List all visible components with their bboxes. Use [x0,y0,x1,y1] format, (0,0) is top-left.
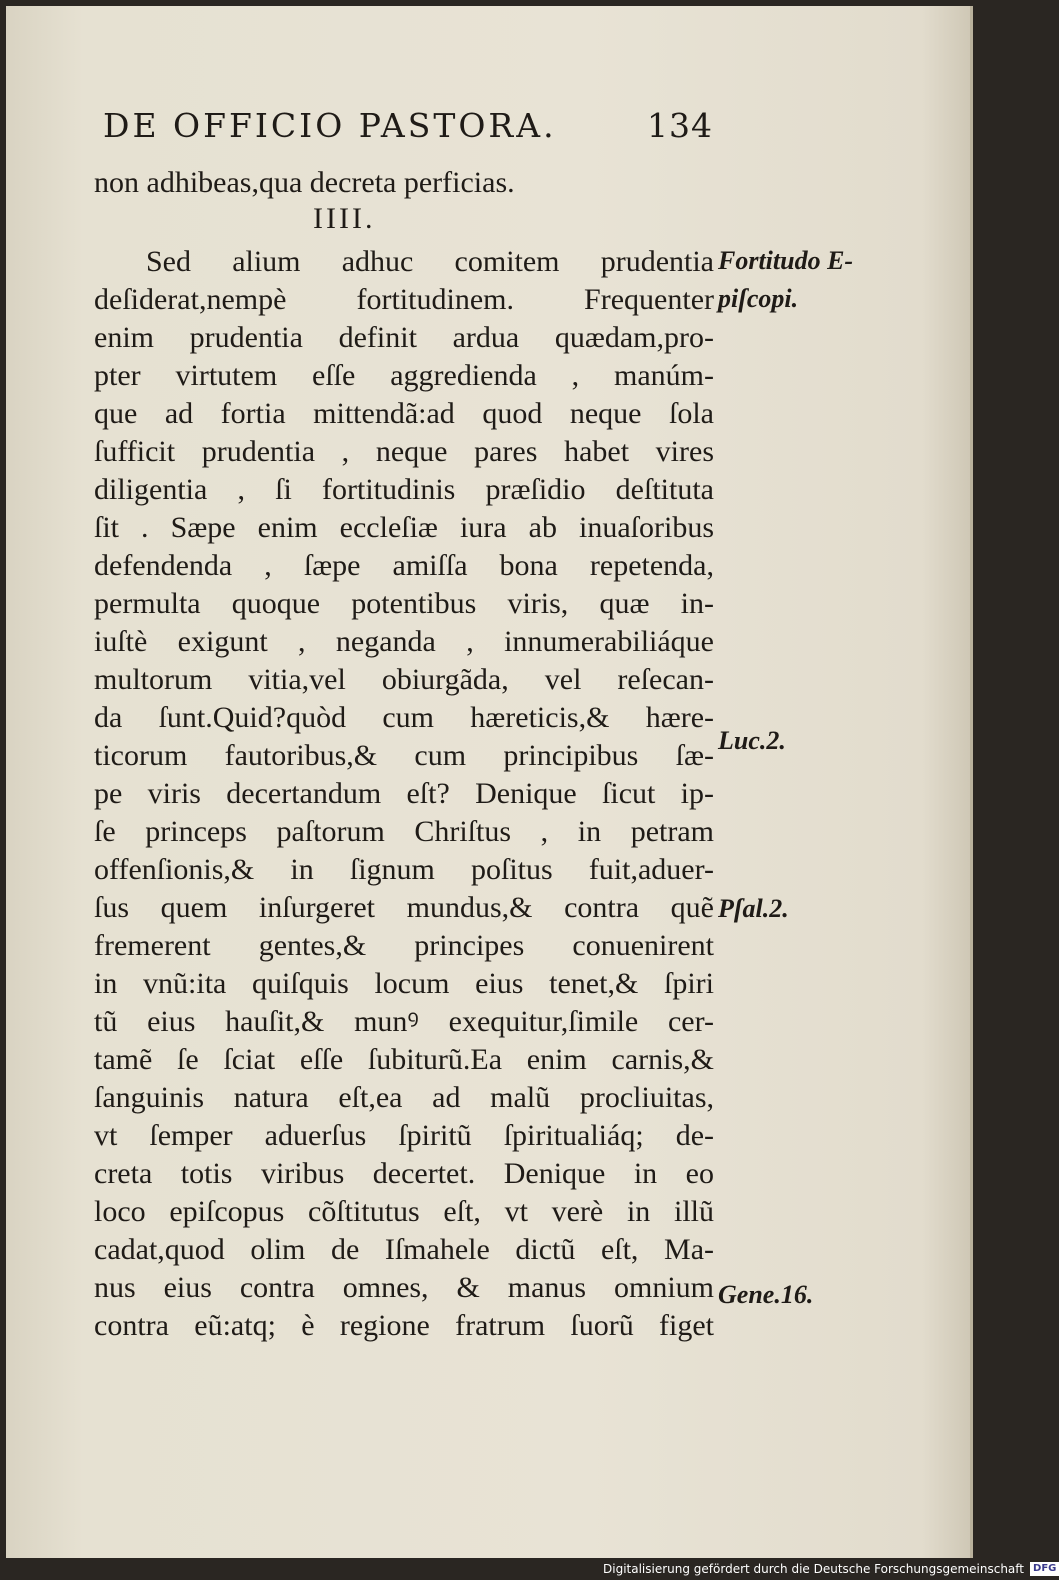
text-line: contra eũ:atq; è regione fratrum ſuorũ figet [94,1309,714,1342]
text-line: ſufficit prudentia , neque pares habet vires [94,435,714,468]
text-line: vt ſemper aduerſus ſpiritũ ſpiritualiáq; de- [94,1119,714,1152]
text-line: iuſtè exigunt , neganda , innumerabiliáque [94,625,714,658]
text-line: defendenda , ſæpe amiſſa bona repetenda, [94,549,714,582]
text-line: permulta quoque potentibus viris, quæ in- [94,587,714,620]
text-line: ſit . Sæpe enim eccleſiæ iura ab inuaſoribus [94,511,714,544]
marginal-note: Gene.16. [718,1280,814,1309]
book-page [6,6,973,1558]
running-head [103,106,713,156]
text-line: ſe princeps paſtorum Chriſtus , in petram [94,815,714,848]
text-line: ticorum fautoribus,& cum principibus ſæ- [94,739,714,772]
credit-text: Digitalisierung gefördert durch die Deutsche Forschungsgemeinschaft [603,1562,1025,1576]
text-line: multorum vitia,vel obiurgãda, vel reſecan- [94,663,714,696]
text-line: diligentia , ſi fortitudinis præſidio deſtituta [94,473,714,506]
text-line: Sed alium adhuc comitem prudentia [146,245,714,278]
text-line: enim prudentia definit ardua quædam,pro- [94,321,714,354]
text-line: in vnũ:ita quiſquis locum eius tenet,& ſpiri [94,967,714,1000]
text-line: non adhibeas,qua decreta perficias. [94,166,515,199]
text-line: creta totis viribus decertet. Denique in eo [94,1157,714,1190]
text-line: fremerent gentes,& principes conuenirent [94,929,714,962]
text-line: loco epiſcopus cõſtitutus eſt, vt verè in illũ [94,1195,714,1228]
text-line: deſiderat,nempè fortitudinem. Frequenter [94,283,714,316]
text-line: cadat,quod olim de Iſmahele dictũ eſt, Ma- [94,1233,714,1266]
text-line: pter virtutem eſſe aggredienda , manúm- [94,359,714,392]
running-head-title: DE OFFICIO PASTORA. [103,106,557,145]
page-number: 134 [647,106,713,145]
dfg-logo: DFG [1030,1562,1059,1576]
text-line: nus eius contra omnes, & manus omnium [94,1271,714,1304]
digitization-credit [603,1560,1059,1578]
section-number: IIII. [313,202,376,235]
text-line: ſus quem inſurgeret mundus,& contra quẽ [94,891,714,924]
marginal-note: piſcopi. [718,284,799,313]
text-line: offenſionis,& in ſignum poſitus fuit,aduer- [94,853,714,886]
text-line: que ad fortia mittendã:ad quod neque ſola [94,397,714,430]
marginal-note: Fortitudo E- [718,246,854,275]
text-line: da ſunt.Quid?quòd cum hæreticis,& hære- [94,701,714,734]
text-line: pe viris decertandum eſt? Denique ſicut ip- [94,777,714,810]
text-line: tamẽ ſe ſciat eſſe ſubiturũ.Ea enim carnis,& [94,1043,714,1076]
marginal-note: Luc.2. [718,726,786,755]
text-line: tũ eius hauſit,& munꝰ exequitur,ſimile cer- [94,1005,714,1038]
text-line: ſanguinis natura eſt,ea ad malũ procliuitas, [94,1081,714,1114]
marginal-note: Pſal.2. [718,894,789,923]
